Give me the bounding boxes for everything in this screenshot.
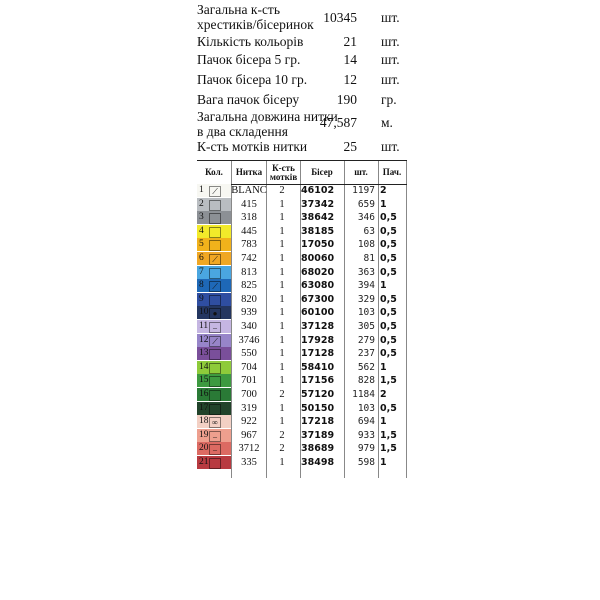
pack-count: 0,5	[380, 239, 397, 251]
bead-quantity: 346	[357, 212, 375, 224]
bead-quantity: 1184	[352, 389, 375, 400]
color-number: 14	[199, 361, 209, 372]
skein-count: 2	[279, 429, 285, 441]
symbol-icon: ⟋	[209, 336, 221, 347]
pack-count: 1	[380, 416, 387, 428]
color-swatch	[197, 442, 231, 456]
pack-count: 0,5	[380, 293, 397, 305]
color-swatch	[197, 279, 231, 293]
summary-label: Загальна довжина нитки в два складення	[197, 109, 338, 139]
color-number: 4	[199, 225, 204, 236]
thread-code: 340	[241, 321, 257, 332]
bead-code: 37342	[301, 198, 335, 210]
skein-count: 1	[279, 348, 285, 360]
skein-count: 2	[279, 389, 285, 400]
bead-code: 17156	[301, 375, 335, 387]
thread-code: 704	[241, 361, 257, 373]
summary-value: 47,587	[319, 115, 357, 130]
summary-row-length	[197, 109, 409, 139]
thread-code: 967	[241, 429, 257, 441]
bead-quantity: 279	[357, 334, 375, 346]
summary-unit: шт.	[381, 34, 400, 49]
color-swatch	[197, 456, 231, 470]
color-number: 1	[199, 185, 204, 195]
bead-code: 50150	[301, 402, 335, 414]
bead-quantity: 562	[357, 361, 375, 373]
table-row	[197, 198, 407, 211]
color-swatch	[197, 266, 231, 280]
thread-code: 742	[241, 253, 257, 264]
skein-count: 1	[279, 225, 285, 237]
color-swatch	[197, 361, 231, 375]
summary-unit: шт.	[381, 10, 400, 25]
color-swatch	[197, 415, 231, 429]
thread-code: 445	[241, 225, 257, 237]
table-row	[197, 252, 407, 265]
summary-unit: м.	[381, 115, 393, 130]
pack-count: 0,5	[380, 334, 397, 346]
pack-count: 0,5	[380, 348, 397, 360]
table-row	[197, 442, 407, 455]
thread-code: BLANC	[231, 185, 267, 196]
bead-quantity: 598	[357, 457, 375, 468]
summary-unit: шт.	[381, 52, 400, 67]
table-row	[197, 184, 407, 197]
bead-code: 63080	[301, 280, 335, 292]
symbol-icon	[209, 200, 221, 211]
header-packs: Пач.	[382, 167, 402, 177]
thread-code: 700	[241, 389, 257, 400]
bead-quantity: 103	[357, 307, 375, 319]
symbol-icon: –	[209, 444, 221, 455]
bead-quantity: 81	[363, 253, 375, 264]
bead-quantity: 103	[357, 402, 375, 414]
thread-code: 3712	[238, 443, 260, 455]
bead-code: 37189	[301, 429, 335, 441]
symbol-icon	[209, 227, 221, 238]
color-swatch	[197, 238, 231, 252]
thread-code: 415	[241, 198, 257, 210]
symbol-icon	[209, 349, 221, 360]
table-row	[197, 320, 407, 333]
skein-count: 1	[279, 402, 285, 414]
symbol-icon	[209, 363, 221, 374]
bead-code: 17928	[301, 334, 335, 346]
summary-label: Загальна к-сть хрестиків/бісеринок	[197, 2, 314, 32]
summary-label: Кількість кольорів	[197, 34, 304, 49]
table-row	[197, 456, 407, 469]
color-swatch	[197, 184, 231, 198]
bead-code: 38185	[301, 225, 335, 237]
color-number: 16	[199, 389, 209, 399]
thread-code: 318	[241, 212, 257, 224]
pack-count: 1	[380, 280, 387, 292]
color-swatch	[197, 211, 231, 225]
table-row	[197, 415, 407, 428]
bead-code: 46102	[301, 185, 335, 196]
pack-count: 2	[380, 389, 387, 400]
skein-count: 1	[279, 307, 285, 319]
bead-quantity: 237	[357, 348, 375, 360]
table-row	[197, 225, 407, 238]
pack-count: 0,5	[380, 266, 397, 278]
bead-code: 38498	[301, 457, 335, 468]
color-swatch	[197, 252, 231, 266]
symbol-icon	[209, 390, 221, 401]
bead-code: 80060	[301, 253, 335, 264]
skein-count: 1	[279, 266, 285, 278]
bead-code: 17218	[301, 416, 335, 428]
symbol-icon	[209, 213, 221, 224]
pack-count: 0,5	[380, 225, 397, 237]
thread-code: 335	[241, 457, 257, 468]
color-swatch	[197, 198, 231, 212]
bead-quantity: 979	[357, 443, 375, 455]
color-swatch	[197, 374, 231, 388]
symbol-icon: ⟋	[209, 186, 221, 197]
color-number: 19	[199, 429, 209, 440]
bead-code: 67300	[301, 293, 335, 305]
skein-count: 1	[279, 375, 285, 387]
header-qty: шт.	[354, 167, 368, 177]
thread-code: 3746	[238, 334, 260, 346]
thread-code: 825	[241, 280, 257, 292]
color-number: 12	[199, 334, 209, 345]
color-number: 15	[199, 375, 209, 386]
skein-count: 1	[279, 293, 285, 305]
skein-count: 1	[279, 280, 285, 292]
symbol-icon: –	[209, 322, 221, 333]
color-number: 17	[199, 402, 209, 413]
pack-count: 0,5	[380, 321, 397, 332]
thread-code: 922	[241, 416, 257, 428]
symbol-icon	[209, 295, 221, 306]
bead-code: 58410	[301, 361, 335, 373]
color-number: 18	[199, 416, 209, 427]
summary-value: 190	[336, 92, 357, 107]
color-swatch	[197, 225, 231, 239]
symbol-icon: ∞	[209, 417, 221, 428]
bead-quantity: 659	[357, 198, 375, 210]
table-header	[197, 160, 407, 185]
symbol-icon	[209, 268, 221, 279]
summary-label: Пачок бісера 10 гр.	[197, 72, 308, 87]
skein-count: 1	[279, 198, 285, 210]
color-swatch	[197, 293, 231, 307]
thread-code: 820	[241, 293, 257, 305]
skein-count: 1	[279, 416, 285, 428]
symbol-icon	[209, 240, 221, 251]
pack-count: 0,5	[380, 402, 397, 414]
bead-code: 17050	[301, 239, 335, 251]
table-row	[197, 238, 407, 251]
bead-quantity: 394	[357, 280, 375, 292]
pack-count: 1	[380, 457, 387, 468]
bead-code: 57120	[301, 389, 335, 400]
pack-count: 1	[380, 361, 387, 373]
color-swatch	[197, 320, 231, 334]
summary-label: К-сть мотків нитки	[197, 139, 308, 154]
skein-count: 1	[279, 457, 285, 468]
bead-quantity: 828	[357, 375, 375, 387]
bead-quantity: 1197	[352, 185, 375, 196]
bead-code: 60100	[301, 307, 335, 319]
bead-code: 38689	[301, 443, 335, 455]
symbol-icon: –	[209, 431, 221, 442]
table-row	[197, 402, 407, 415]
header-thread: Нитка	[235, 167, 263, 177]
symbol-icon: ⟋	[209, 281, 221, 292]
table-row	[197, 293, 407, 306]
header-skeins: К-сть мотків	[269, 162, 298, 182]
table-row	[197, 334, 407, 347]
pack-count: 1	[380, 198, 387, 210]
color-number: 8	[199, 280, 204, 291]
color-swatch	[197, 347, 231, 361]
summary-label: Вага пачок бісеру	[197, 92, 300, 107]
symbol-icon	[209, 376, 221, 387]
color-number: 13	[199, 348, 209, 359]
color-swatch	[197, 334, 231, 348]
bead-quantity: 363	[357, 266, 375, 278]
color-swatch	[197, 402, 231, 416]
header-color: Кол.	[205, 167, 223, 177]
summary-value: 14	[343, 52, 357, 67]
bead-code: 17128	[301, 348, 335, 360]
color-number: 11	[199, 321, 209, 331]
table-row	[197, 279, 407, 292]
symbol-icon	[209, 404, 221, 415]
bead-quantity: 305	[357, 321, 375, 332]
color-swatch	[197, 429, 231, 443]
bead-quantity: 329	[357, 293, 375, 305]
skein-count: 1	[279, 253, 285, 264]
bead-code: 38642	[301, 212, 335, 224]
summary-label: Пачок бісера 5 гр.	[197, 52, 301, 67]
pack-count: 0,5	[380, 212, 397, 224]
color-number: 2	[199, 198, 204, 209]
thread-code: 939	[241, 307, 257, 319]
thread-code: 701	[241, 375, 257, 387]
bead-quantity: 63	[363, 225, 375, 237]
bead-code: 37128	[301, 321, 335, 332]
skein-count: 2	[279, 443, 285, 455]
bead-quantity: 694	[357, 416, 375, 428]
table-row	[197, 266, 407, 279]
table-row	[197, 429, 407, 442]
color-number: 6	[199, 253, 204, 263]
color-swatch	[197, 306, 231, 320]
pack-count: 1,5	[380, 443, 397, 455]
bead-code: 68020	[301, 266, 335, 278]
thread-code: 319	[241, 402, 257, 414]
skein-count: 1	[279, 334, 285, 346]
skein-count: 1	[279, 212, 285, 224]
table-row	[197, 361, 407, 374]
thread-code: 550	[241, 348, 257, 360]
pack-count: 0,5	[380, 253, 397, 264]
summary-unit: шт.	[381, 72, 400, 87]
color-number: 3	[199, 212, 204, 223]
summary-value: 25	[343, 139, 357, 154]
skein-count: 2	[279, 185, 285, 196]
pack-count: 1,5	[380, 375, 397, 387]
symbol-icon: ⟋	[209, 254, 221, 265]
pack-count: 0,5	[380, 307, 397, 319]
summary-unit: гр.	[381, 92, 397, 107]
pack-count: 1,5	[380, 429, 397, 441]
bead-quantity: 933	[357, 429, 375, 441]
color-number: 20	[199, 443, 209, 454]
color-swatch	[197, 388, 231, 402]
color-number: 10	[199, 307, 209, 318]
summary-value: 21	[343, 34, 357, 49]
skein-count: 1	[279, 361, 285, 373]
bead-quantity: 108	[357, 239, 375, 251]
table-row	[197, 374, 407, 387]
summary-unit: шт.	[381, 139, 400, 154]
thread-code: 813	[241, 266, 257, 278]
color-number: 9	[199, 293, 204, 304]
skein-count: 1	[279, 239, 285, 251]
color-number: 21	[199, 457, 209, 467]
header-bead: Бісер	[311, 167, 333, 177]
skein-count: 1	[279, 321, 285, 332]
table-row	[197, 306, 407, 319]
table-row	[197, 211, 407, 224]
summary-value: 12	[343, 72, 357, 87]
pack-count: 2	[380, 185, 387, 196]
thread-code: 783	[241, 239, 257, 251]
symbol-icon	[209, 458, 221, 469]
symbol-icon: ●	[209, 308, 221, 319]
color-number: 7	[199, 266, 204, 277]
summary-value: 10345	[323, 10, 357, 25]
table-row	[197, 388, 407, 401]
table-row	[197, 347, 407, 360]
color-number: 5	[199, 239, 204, 250]
summary-row-total	[197, 2, 409, 32]
